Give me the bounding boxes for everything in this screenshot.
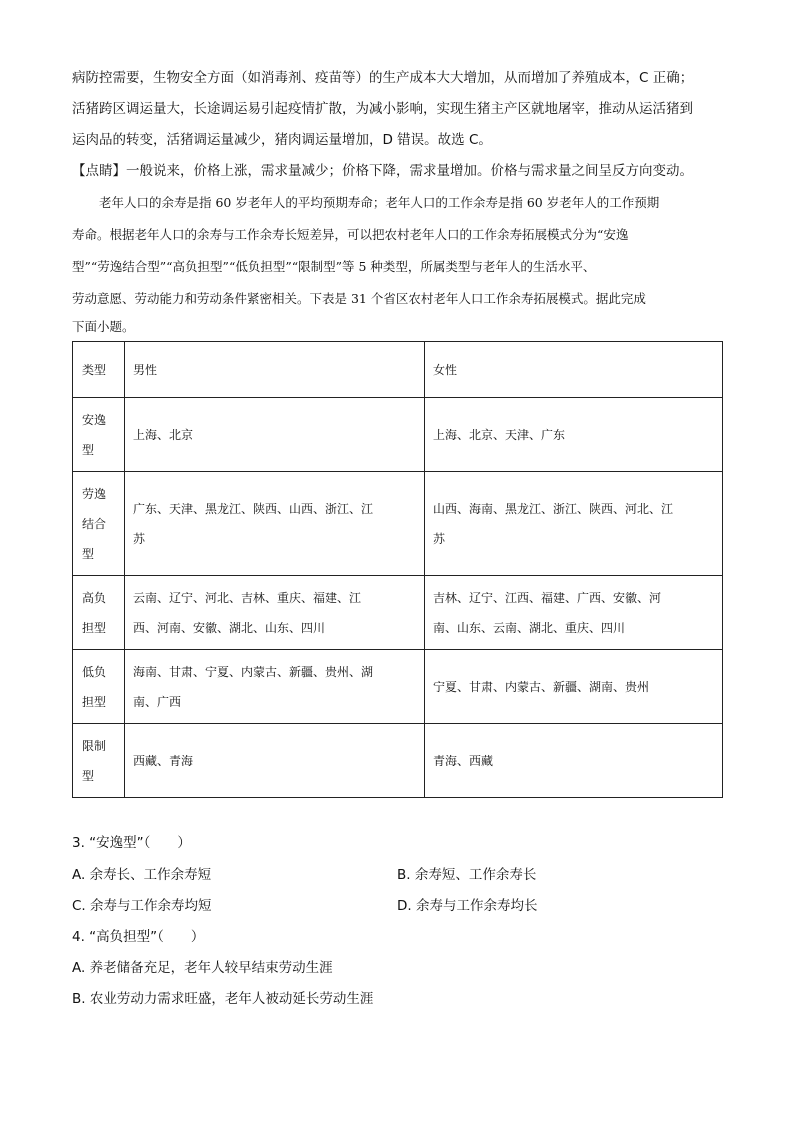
male-cell: 广东、天津、黑龙江、陕西、山西、浙江、江 苏: [125, 472, 425, 576]
passage-line-5: 下面小题。: [72, 319, 135, 334]
passage-line-4: 劳动意愿、劳动能力和劳动条件紧密相关。下表是 31 个省区农村老年人口工作余寿拓展模式。据此完成: [72, 291, 646, 306]
intro-line-3: 运肉品的转变，活猪调运量减少，猪肉调运量增加，D 错误。故选 C。: [72, 132, 492, 148]
q4-option-a[interactable]: A. 养老储备充足，老年人较早结束劳动生涯: [72, 960, 333, 976]
female-cell: 宁夏、甘肃、内蒙古、新疆、湖南、贵州: [425, 650, 723, 724]
male-cell: 上海、北京: [125, 398, 425, 472]
type-cell: 安逸 型: [73, 398, 125, 472]
female-cell: 吉林、辽宁、江西、福建、广西、安徽、河 南、山东、云南、湖北、重庆、四川: [425, 576, 723, 650]
q4-option-b[interactable]: B. 农业劳动力需求旺盛，老年人被动延长劳动生涯: [72, 991, 374, 1007]
data-table: [72, 341, 723, 798]
tip-line: 【点睛】一般说来，价格上涨，需求量减少；价格下降，需求量增加。价格与需求量之间呈反方向变动。: [72, 163, 693, 179]
passage-line-2: 寿命。根据老年人口的余寿与工作余寿长短差异，可以把农村老年人口的工作余寿拓展模式分为“安逸: [72, 227, 629, 242]
header-type: 类型: [73, 342, 125, 398]
table-row: [73, 398, 723, 472]
type-cell: 高负 担型: [73, 576, 125, 650]
passage-line-3: 型”“劳逸结合型”“高负担型”“低负担型”“限制型”等 5 种类型，所属类型与老年人的生活水平、: [72, 259, 596, 274]
table-row: [73, 724, 723, 798]
table-row: [73, 576, 723, 650]
passage-line-1: 老年人口的余寿是指 60 岁老年人的平均预期寿命；老年人口的工作余寿是指 60 岁老年人的工作预期: [99, 195, 660, 210]
table-header-row: [73, 342, 723, 398]
intro-line-2: 活猪跨区调运量大，长途调运易引起疫情扩散，为减小影响，实现生猪主产区就地屠宰，推动从运活猪到: [72, 101, 693, 117]
female-cell: 青海、西藏: [425, 724, 723, 798]
q3-option-d[interactable]: D. 余寿与工作余寿均长: [397, 898, 538, 914]
female-cell: 山西、海南、黑龙江、浙江、陕西、河北、江 苏: [425, 472, 723, 576]
header-male: 男性: [125, 342, 425, 398]
header-female: 女性: [425, 342, 723, 398]
type-cell: 限制 型: [73, 724, 125, 798]
type-cell: 低负 担型: [73, 650, 125, 724]
q3-option-b[interactable]: B. 余寿短、工作余寿长: [397, 867, 537, 883]
q3-option-c[interactable]: C. 余寿与工作余寿均短: [72, 898, 212, 914]
table-row: [73, 472, 723, 576]
table-row: [73, 650, 723, 724]
male-cell: 西藏、青海: [125, 724, 425, 798]
female-cell: 上海、北京、天津、广东: [425, 398, 723, 472]
q3-option-a[interactable]: A. 余寿长、工作余寿短: [72, 867, 212, 883]
type-cell: 劳逸 结合 型: [73, 472, 125, 576]
male-cell: 海南、甘肃、宁夏、内蒙古、新疆、贵州、湖 南、广西: [125, 650, 425, 724]
male-cell: 云南、辽宁、河北、吉林、重庆、福建、江 西、河南、安徽、湖北、山东、四川: [125, 576, 425, 650]
question-3-stem: 3. “安逸型”（ ）: [72, 835, 191, 851]
question-4-stem: 4. “高负担型”（ ）: [72, 929, 205, 945]
intro-line-1: 病防控需要，生物安全方面（如消毒剂、疫苗等）的生产成本大大增加，从而增加了养殖成本，C 正确；: [72, 70, 694, 86]
